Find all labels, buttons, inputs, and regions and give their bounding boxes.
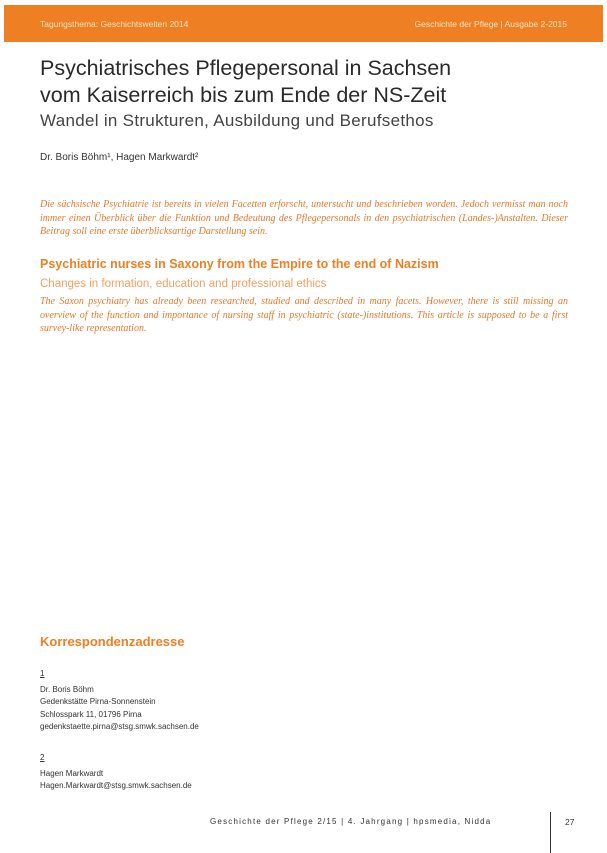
address-email[interactable]: Hagen.Markwardt@stsg.smwk.sachsen.de [40, 781, 192, 790]
title-line-2: vom Kaiserreich bis zum Ende der NS-Zeit [40, 83, 447, 107]
page-number: 27 [565, 817, 575, 827]
running-header [4, 5, 603, 42]
abstract-english: The Saxon psychiatry has already been researched, studied and described in many facets. However, there is still missing an overview of the function and importance of nursing staff in psychiatric (state-)institutions. This article is supposed to be a first survey-like representation. [40, 296, 568, 334]
address-block-1 [40, 668, 199, 734]
address-number: 1 [40, 669, 45, 678]
footer-journal-info: Geschichte der Pflege 2/15 | 4. Jahrgang | hpsmedia, Nidda [210, 817, 492, 826]
address-email[interactable]: gedenkstaette.pirna@stsg.smwk.sachsen.de [40, 722, 199, 731]
header-journal-issue: Geschichte der Pflege | Ausgabe 2-2015 [414, 19, 567, 29]
english-title: Psychiatric nurses in Saxony from the Empire to the end of Nazism [40, 257, 439, 271]
footer-divider [550, 812, 551, 853]
address-name: Dr. Boris Böhm [40, 684, 94, 694]
address-institution: Gedenkstätte Pirna-Sonnenstein [40, 697, 156, 706]
address-number: 2 [40, 753, 45, 762]
article-title [40, 55, 580, 109]
address-street: Schlosspark 11, 01796 Pirna [40, 709, 142, 719]
address-name: Hagen Markwardt [40, 768, 104, 778]
article-subtitle: Wandel in Strukturen, Ausbildung und Berufsethos [40, 111, 434, 130]
header-conference-label: Tagungsthema: Geschichtswelten 2014 [40, 19, 189, 29]
abstract-german: Die sächsische Psychiatrie ist bereits in vielen Facetten erforscht, untersucht und beschrieben worden. Jedoch vermisst man noch immer einen Überblick über die Funktion und Bedeutung des Pflegepersonals in den psychiatrischen (Landes-)Anstalten. Dieser Beitrag soll eine erste überblicksartige Darstellung sein. [40, 199, 568, 237]
address-block-2 [40, 752, 192, 793]
correspondence-heading: Korrespondenzadresse [40, 634, 185, 649]
english-subtitle: Changes in formation, education and professional ethics [40, 278, 327, 290]
title-line-1: Psychiatrisches Pflegepersonal in Sachsen [40, 56, 452, 80]
author-list: Dr. Boris Böhm¹, Hagen Markwardt² [40, 152, 199, 163]
